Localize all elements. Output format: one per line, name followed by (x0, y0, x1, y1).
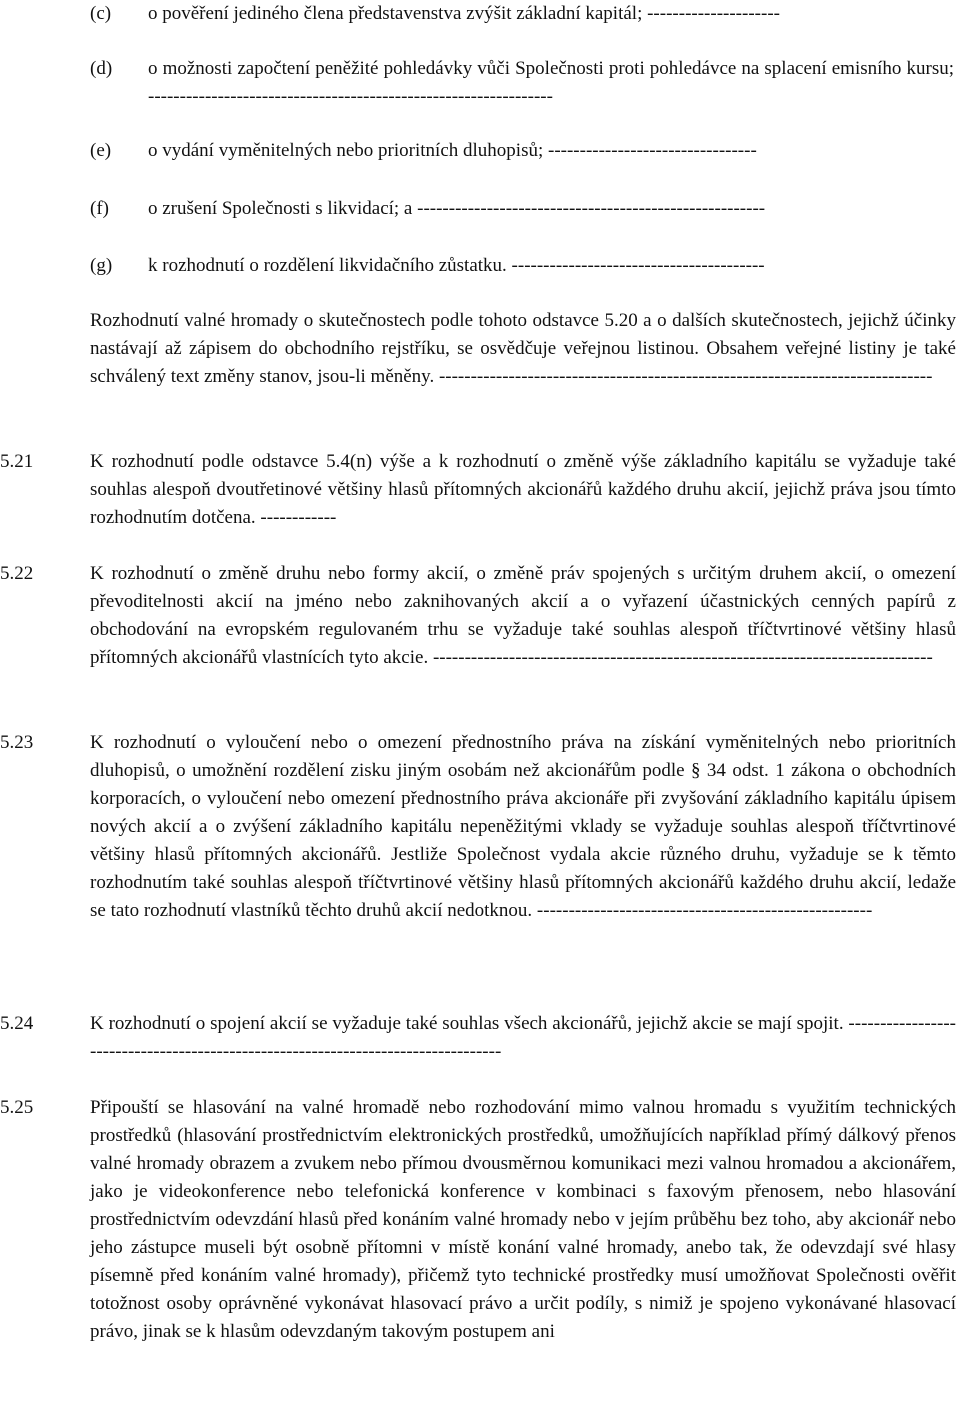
section-text: Připouští se hlasování na valné hromadě nebo rozhodování mimo valnou hromadu s využitím technických prostředků (hlasování prostřednictvím elektronických prostředků, umožňujících například přímý dálkový přenos valné hromady obrazem a zvukem nebo přímou dvousměrnou komunikaci mezi valnou hromadou a akcionářem, jako je videokonference nebo telefonická konference v kombinaci s faxovým přenosem, nebo hlasování prostřednictvím odevzdání hlasů před konáním valné hromady nebo v jejím průběhu bez toho, aby akcionář nebo jeho zástupce museli být osobně přítomni v místě konání valné hromady, anebo tak, že odevzdají své hlasy písemně před konáním valné hromady), přičemž tyto technické prostředky musí umožňovat Společnosti ověřit totožnost osoby oprávněné vykonávat hlasovací právo a určit podíly, s nimiž je spojeno vykonávané hlasovací právo, jinak se k hlasům odevzdaným takovým postupem ani (90, 1097, 956, 1342)
subitem-text: o zrušení Společnosti s likvidací; a ------------------------------------------------------- (148, 198, 766, 219)
section-text: K rozhodnutí o vyloučení nebo o omezení přednostního práva na získání vyměnitelných nebo prioritních dluhopisů, o umožnění rozdělení zisku jiným osobám než akcionářům podle § 34 odst. 1 zákona o obchodních korporacích, o vyloučení nebo omezení přednostního práva akcionáře při zvyšování základního kapitálu úpisem nových akcií a o zvýšení základního kapitálu nepeněžitými vklady se vyžaduje souhlas alespoň tříčtvrtinové většiny hlasů přítomných akcionářů. Jestliže Společnost vydala akcie různého druhu, vyžaduje se k těmto rozhodnutím také souhlas alespoň tříčtvrtinové většiny hlasů přítomných akcionářů každého druhu akcií, ledaže se tato rozhodnutí vlastníků těchto druhů akcií nedotknou. ----------------------------------------------------- (90, 732, 956, 921)
subitem-marker: (f) (90, 198, 109, 219)
section-number: 5.23 (0, 732, 34, 753)
paragraph-public-deed: Rozhodnutí valné hromady o skutečnostech podle tohoto odstavce 5.20 a o dalších skutečnostech, jejichž účinky nastávají až zápisem do obchodního rejstříku, se osvědčuje veřejnou listinou. Obsahem veřejné listiny je také schválený text změny stanov, jsou-li měněny. ------------------------------------------------------------------------------ (90, 310, 956, 387)
section-text: K rozhodnutí podle odstavce 5.4(n) výše a k rozhodnutí o změně výše základního kapitálu se vyžaduje také souhlas alespoň dvoutřetinové většiny hlasů přítomných akcionářů každého druhu akcií, jejichž práva jsou tímto rozhodnutím dotčena. ------------ (90, 451, 956, 528)
subitem-text: o vydání vyměnitelných nebo prioritních dluhopisů; --------------------------------- (148, 140, 757, 161)
section-text: K rozhodnutí o změně druhu nebo formy akcií, o změně práv spojených s určitým druhem akcií, o omezení převoditelnosti akcií na jméno nebo zaknihovaných akcií a o vyřazení účastnických cenných papírů z obchodování na evropském regulovaném trhu se vyžaduje také souhlas alespoň tříčtvrtinové většiny hlasů přítomných akcionářů vlastnících tyto akcie. ------------------------------------------------------------------------------- (90, 563, 956, 668)
section-number: 5.22 (0, 563, 34, 584)
subitem-text: o pověření jediného člena představenstva zvýšit základní kapitál; --------------------- (148, 3, 780, 24)
section-number: 5.21 (0, 451, 34, 472)
section-text: K rozhodnutí o spojení akcií se vyžaduje také souhlas všech akcionářů, jejichž akcie se mají spojit. ---------------------------------------------------------------------------------- (90, 1013, 956, 1062)
subitem-text: k rozhodnutí o rozdělení likvidačního zůstatku. ---------------------------------------- (148, 255, 765, 276)
section-number: 5.25 (0, 1097, 34, 1118)
subitem-marker: (d) (90, 58, 113, 79)
subitem-marker: (e) (90, 140, 112, 161)
subitem-marker: (g) (90, 255, 113, 276)
subitem-text: o možnosti započtení peněžité pohledávky vůči Společnosti proti pohledávce na splacení emisního kursu; ---------------------------------------------------------------- (148, 58, 954, 107)
section-number: 5.24 (0, 1013, 34, 1034)
subitem-marker: (c) (90, 3, 112, 24)
